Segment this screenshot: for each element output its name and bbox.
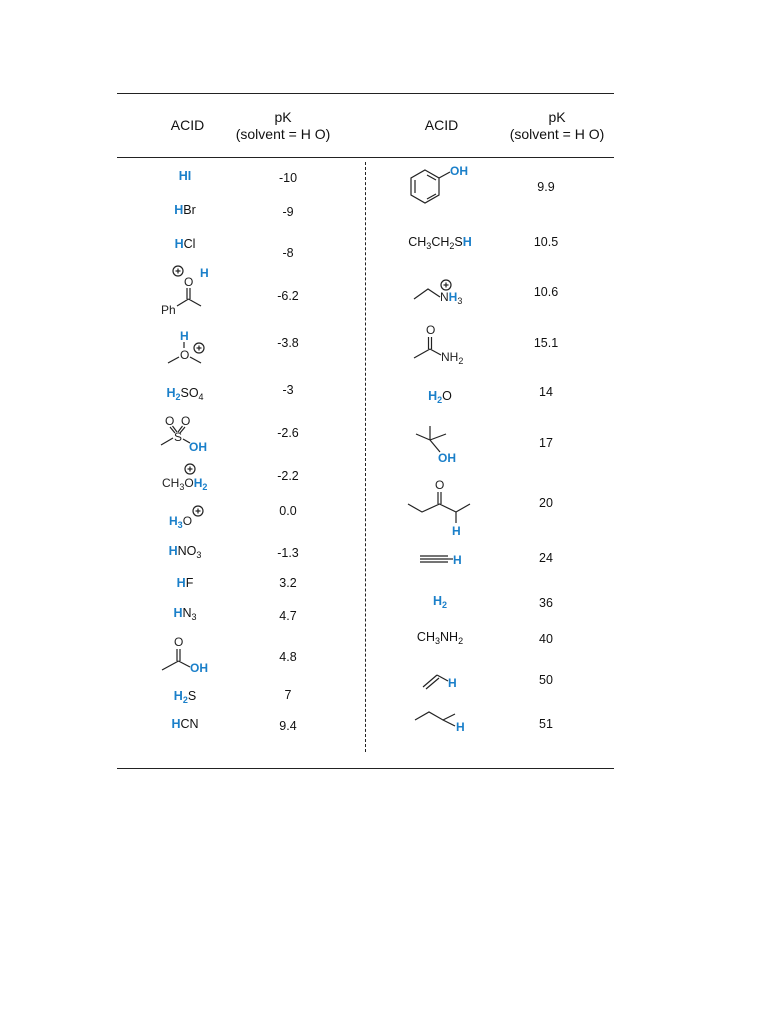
pk-value: -1.3: [277, 546, 299, 560]
subscript: 2: [449, 241, 455, 251]
header-acid-right: ACID: [424, 117, 459, 133]
header-acid-left: ACID: [170, 117, 205, 133]
formula-part: CH: [408, 235, 427, 249]
structure-protonated-acetophenone: [155, 262, 225, 322]
formula-part: S: [187, 689, 197, 703]
acidic-oh: OH: [190, 661, 208, 675]
pk-value: -9: [282, 205, 294, 219]
acidic-h: H: [180, 329, 189, 343]
atom-o: O: [182, 514, 193, 528]
column-divider: [365, 162, 366, 752]
header-pk-label: pK: [274, 109, 292, 125]
pk-value: 4.8: [279, 650, 297, 664]
pk-value: -3: [282, 383, 294, 397]
subscript: 3: [196, 550, 202, 560]
acidic-h: H: [456, 720, 465, 734]
acidic-h: H: [448, 676, 457, 690]
acidic-h: HI: [178, 169, 192, 183]
acid-h2so4: [155, 386, 215, 400]
subscript: 3: [177, 520, 183, 530]
svg-text:NH3: [440, 290, 462, 306]
acid-hcl: [155, 237, 215, 251]
atom-o: O: [174, 635, 184, 649]
atom-o: O: [426, 323, 436, 337]
pk-value: -8: [282, 246, 294, 260]
acid-hcn: [155, 717, 215, 731]
subscript: 2: [437, 395, 443, 405]
atom-s: S: [174, 430, 183, 444]
svg-text:H3O: [169, 514, 192, 530]
pk-value: 20: [539, 496, 553, 510]
pk-value: -2.2: [277, 469, 299, 483]
header-solvent-label: (solvent = H O): [235, 126, 331, 142]
atom-o: O: [184, 275, 194, 289]
header-pk-right: [496, 109, 618, 143]
subscript: 3: [426, 241, 432, 251]
pk-value: 14: [539, 385, 553, 399]
pk-value: 51: [539, 717, 553, 731]
formula-part: CN: [180, 717, 199, 731]
acidic-oh: OH: [450, 164, 468, 178]
subscript: 3: [457, 296, 463, 306]
acid-hf: [155, 576, 215, 590]
acid-h2s: [155, 689, 215, 703]
acidic-h: H: [452, 524, 461, 538]
formula-part: NH: [441, 350, 459, 364]
structure-acetylene: [415, 550, 485, 570]
acidic-h: H: [173, 606, 183, 620]
acid-hbr: [155, 203, 215, 217]
formula-part: SO: [180, 386, 199, 400]
subscript: 3: [179, 482, 185, 492]
acid-hn3: [155, 606, 215, 620]
formula-part: O: [442, 389, 452, 403]
structure-protonated-dimethyl-ether: [160, 328, 230, 368]
acidic-h: H: [453, 553, 462, 567]
acidic-h: H: [174, 237, 184, 251]
acidic-h: H: [462, 235, 472, 249]
pk-value: 9.4: [279, 719, 297, 733]
atom-o: O: [165, 414, 175, 428]
pk-value: 36: [539, 596, 553, 610]
pk-value: -3.8: [277, 336, 299, 350]
acid-hi: [155, 169, 215, 183]
acidic-h: H: [166, 386, 176, 400]
formula-part: N: [182, 606, 192, 620]
acid-methylamine: [400, 630, 480, 644]
structure-ethylammonium: [410, 275, 480, 310]
subscript: 4: [198, 392, 204, 402]
acidic-h: H: [176, 576, 186, 590]
formula-part: S: [454, 235, 463, 249]
subscript: 2: [182, 695, 188, 705]
subscript: 2: [175, 392, 181, 402]
pk-value: 10.6: [533, 285, 559, 299]
acid-hno3: [155, 544, 215, 558]
acidic-h: H: [169, 514, 178, 528]
pk-value: 24: [539, 551, 553, 565]
structure-propane: [412, 706, 482, 736]
atom-o: O: [184, 476, 194, 490]
formula-part: NH: [440, 630, 459, 644]
header-pk-label: pK: [548, 109, 566, 125]
header-solvent-label: (solvent = H O): [509, 126, 605, 142]
pk-value: 10.5: [533, 235, 559, 249]
pk-value: 15.1: [533, 336, 559, 350]
acidic-h: H: [428, 389, 438, 403]
atom-o: O: [435, 478, 445, 492]
pk-value: 0.0: [279, 504, 297, 518]
pk-value: 40: [539, 632, 553, 646]
structure-hydronium: [165, 502, 225, 532]
structure-protonated-methanol: [160, 460, 230, 495]
acidic-h: H: [200, 266, 209, 280]
svg-text:NH2: [441, 350, 463, 366]
pk-value: -6.2: [277, 289, 299, 303]
acid-ethanethiol: [400, 235, 480, 249]
formula-part: CH: [416, 630, 435, 644]
acidic-h: H: [448, 290, 458, 304]
acidic-h: H: [174, 203, 184, 217]
pk-value: -10: [278, 171, 298, 185]
phenyl-label: Ph: [161, 303, 176, 317]
pk-value: 9.9: [537, 180, 555, 194]
subscript: 2: [458, 356, 464, 366]
acidic-h: H: [432, 594, 442, 608]
structure-ketone: [404, 476, 484, 541]
header-rule: [117, 157, 614, 158]
formula-part: NO: [177, 544, 197, 558]
subscript: 2: [202, 482, 208, 492]
acidic-h: H: [168, 544, 178, 558]
pk-value: 50: [539, 673, 553, 687]
top-rule: [117, 93, 614, 94]
atom-o: O: [181, 414, 191, 428]
acidic-h: H: [193, 476, 203, 490]
pk-value: 17: [539, 436, 553, 450]
formula-part: F: [185, 576, 194, 590]
acidic-oh: OH: [438, 451, 456, 465]
atom-o: O: [180, 348, 190, 362]
acidic-h: H: [171, 717, 181, 731]
subscript: 2: [458, 636, 464, 646]
structure-phenol: [404, 160, 484, 215]
acidic-h: H: [173, 689, 183, 703]
structure-acetamide: [404, 322, 479, 367]
structure-tert-butanol: [410, 422, 480, 467]
acid-water: [410, 389, 470, 403]
formula-part: Br: [183, 203, 196, 217]
bottom-rule: [117, 768, 614, 769]
pk-value: 7: [284, 688, 292, 702]
structure-acetic-acid: [158, 633, 228, 678]
atom-n: N: [440, 290, 449, 304]
acidic-oh: OH: [189, 440, 207, 454]
subscript: 3: [191, 612, 197, 622]
acid-hydrogen: [410, 594, 470, 608]
subscript: 2: [442, 600, 448, 610]
subscript: 3: [434, 636, 440, 646]
pk-value: 4.7: [279, 609, 297, 623]
formula-part: Cl: [183, 237, 196, 251]
formula-part: CH: [431, 235, 450, 249]
formula-part: CH: [162, 476, 180, 490]
structure-methanesulfonic-acid: [158, 412, 228, 457]
pk-value: -2.6: [277, 426, 299, 440]
header-pk-left: [222, 109, 344, 143]
pk-value: 3.2: [279, 576, 297, 590]
svg-text:CH3OH2: [162, 476, 207, 492]
structure-ethylene: [420, 668, 480, 693]
